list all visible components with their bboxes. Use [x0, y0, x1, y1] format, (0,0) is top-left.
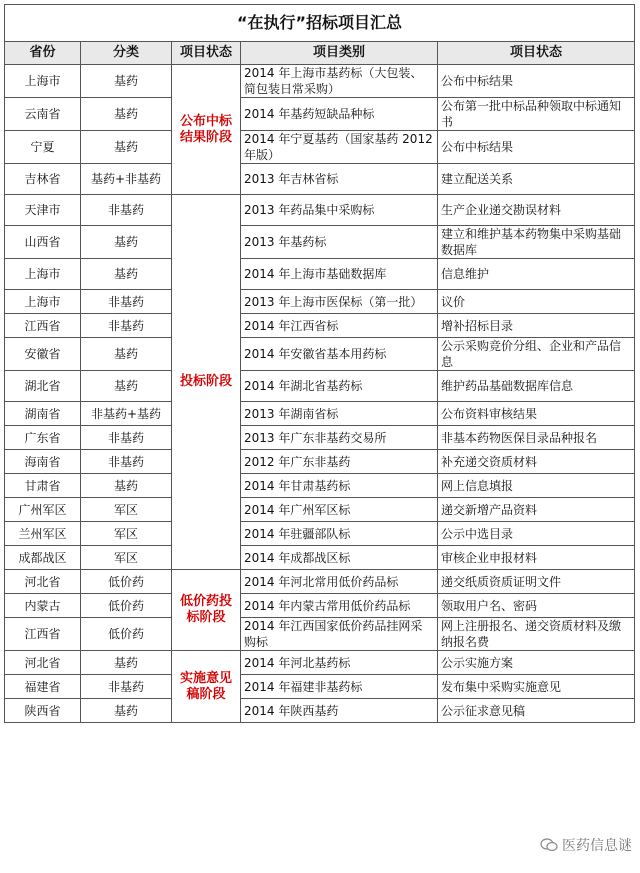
- progress-status-cell: 维护药品基础数据库信息: [438, 371, 635, 402]
- progress-status-cell: 公示采购竞价分组、企业和产品信息: [438, 338, 635, 371]
- progress-status-cell: 公布资料审核结果: [438, 402, 635, 426]
- category-cell: 非基药: [81, 314, 172, 338]
- stage-cell: 低价药投标阶段: [172, 570, 241, 651]
- category-cell: 非基药: [81, 450, 172, 474]
- project-type-cell: 2013 年广东非基药交易所: [241, 426, 438, 450]
- progress-status-cell: 领取用户名、密码: [438, 594, 635, 618]
- table-row: [5, 195, 635, 226]
- table-row: [5, 426, 635, 450]
- project-type-cell: 2013 年基药标: [241, 226, 438, 259]
- category-cell: 基药: [81, 371, 172, 402]
- table-row: [5, 570, 635, 594]
- progress-status-cell: 议价: [438, 290, 635, 314]
- category-cell: 低价药: [81, 594, 172, 618]
- progress-status-cell: 生产企业递交勘误材料: [438, 195, 635, 226]
- table-row: [5, 546, 635, 570]
- category-cell: 军区: [81, 546, 172, 570]
- stage-cell: 实施意见稿阶段: [172, 651, 241, 723]
- project-type-cell: 2014 年基药短缺品种标: [241, 98, 438, 131]
- header-province: 省份: [5, 42, 81, 65]
- progress-status-cell: 网上信息填报: [438, 474, 635, 498]
- table-row: [5, 618, 635, 651]
- stage-cell: 公布中标结果阶段: [172, 65, 241, 195]
- table-row: [5, 338, 635, 371]
- project-type-cell: 2014 年广州军区标: [241, 498, 438, 522]
- table-row: [5, 522, 635, 546]
- province-cell: 天津市: [5, 195, 81, 226]
- project-type-cell: 2014 年甘肃基药标: [241, 474, 438, 498]
- progress-status-cell: 公示征求意见稿: [438, 699, 635, 723]
- project-type-cell: 2014 年江西省标: [241, 314, 438, 338]
- province-cell: 湖南省: [5, 402, 81, 426]
- province-cell: 江西省: [5, 618, 81, 651]
- category-cell: 基药: [81, 699, 172, 723]
- progress-status-cell: 递交纸质资质证明文件: [438, 570, 635, 594]
- table-row: [5, 371, 635, 402]
- project-type-cell: 2014 年陕西基药: [241, 699, 438, 723]
- project-type-cell: 2012 年广东非基药: [241, 450, 438, 474]
- project-type-cell: 2014 年河北基药标: [241, 651, 438, 675]
- province-cell: 甘肃省: [5, 474, 81, 498]
- table-row: [5, 498, 635, 522]
- progress-status-cell: 公示中选目录: [438, 522, 635, 546]
- project-type-cell: 2014 年成都战区标: [241, 546, 438, 570]
- progress-status-cell: 审核企业申报材料: [438, 546, 635, 570]
- progress-status-cell: 建立配送关系: [438, 164, 635, 195]
- category-cell: 非基药: [81, 195, 172, 226]
- province-cell: 上海市: [5, 65, 81, 98]
- table-row: [5, 402, 635, 426]
- header-project-status: 项目状态: [172, 42, 241, 65]
- progress-status-cell: 公布中标结果: [438, 131, 635, 164]
- province-cell: 吉林省: [5, 164, 81, 195]
- table-row: [5, 594, 635, 618]
- project-type-cell: 2014 年福建非基药标: [241, 675, 438, 699]
- province-cell: 陕西省: [5, 699, 81, 723]
- tender-table: [4, 4, 635, 723]
- table-title: “在执行”招标项目汇总: [5, 5, 635, 42]
- category-cell: 基药+非基药: [81, 164, 172, 195]
- province-cell: 河北省: [5, 651, 81, 675]
- province-cell: 云南省: [5, 98, 81, 131]
- table-row: [5, 131, 635, 164]
- table-row: [5, 450, 635, 474]
- table-row: [5, 699, 635, 723]
- category-cell: 基药: [81, 474, 172, 498]
- progress-status-cell: 递交新增产品资料: [438, 498, 635, 522]
- table-row: [5, 474, 635, 498]
- progress-status-cell: 发布集中采购实施意见: [438, 675, 635, 699]
- project-type-cell: 2013 年上海市医保标（第一批）: [241, 290, 438, 314]
- project-type-cell: 2014 年驻疆部队标: [241, 522, 438, 546]
- category-cell: 非基药: [81, 290, 172, 314]
- stage-cell: 投标阶段: [172, 195, 241, 570]
- province-cell: 内蒙古: [5, 594, 81, 618]
- table-row: [5, 675, 635, 699]
- progress-status-cell: 网上注册报名、递交资质材料及缴纳报名费: [438, 618, 635, 651]
- project-type-cell: 2014 年江西国家低价药品挂网采购标: [241, 618, 438, 651]
- table-row: [5, 164, 635, 195]
- category-cell: 基药: [81, 226, 172, 259]
- province-cell: 海南省: [5, 450, 81, 474]
- province-cell: 兰州军区: [5, 522, 81, 546]
- header-project-type: 项目类别: [241, 42, 438, 65]
- province-cell: 江西省: [5, 314, 81, 338]
- category-cell: 基药: [81, 338, 172, 371]
- category-cell: 基药: [81, 65, 172, 98]
- province-cell: 上海市: [5, 290, 81, 314]
- category-cell: 军区: [81, 498, 172, 522]
- table-row: [5, 314, 635, 338]
- table-row: [5, 290, 635, 314]
- province-cell: 宁夏: [5, 131, 81, 164]
- province-cell: 山西省: [5, 226, 81, 259]
- category-cell: 非基药: [81, 426, 172, 450]
- progress-status-cell: 增补招标目录: [438, 314, 635, 338]
- province-cell: 福建省: [5, 675, 81, 699]
- category-cell: 基药: [81, 98, 172, 131]
- project-type-cell: 2014 年河北常用低价药品标: [241, 570, 438, 594]
- project-type-cell: 2013 年药品集中采购标: [241, 195, 438, 226]
- progress-status-cell: 信息维护: [438, 259, 635, 290]
- category-cell: 非基药: [81, 675, 172, 699]
- table-row: [5, 65, 635, 98]
- table-row: [5, 259, 635, 290]
- progress-status-cell: 补充递交资质材料: [438, 450, 635, 474]
- province-cell: 广东省: [5, 426, 81, 450]
- project-type-cell: 2014 年上海市基础数据库: [241, 259, 438, 290]
- category-cell: 低价药: [81, 618, 172, 651]
- progress-status-cell: 公布中标结果: [438, 65, 635, 98]
- watermark-text: 医药信息谜: [562, 838, 632, 854]
- wechat-icon: [540, 838, 558, 852]
- project-type-cell: 2014 年宁夏基药（国家基药 2012 年版）: [241, 131, 438, 164]
- progress-status-cell: 公示实施方案: [438, 651, 635, 675]
- project-type-cell: 2013 年湖南省标: [241, 402, 438, 426]
- province-cell: 广州军区: [5, 498, 81, 522]
- category-cell: 基药: [81, 651, 172, 675]
- project-type-cell: 2014 年上海市基药标（大包装、简包装日常采购）: [241, 65, 438, 98]
- project-type-cell: 2014 年内蒙古常用低价药品标: [241, 594, 438, 618]
- header-progress-status: 项目状态: [438, 42, 635, 65]
- watermark: [540, 835, 632, 855]
- header-category: 分类: [81, 42, 172, 65]
- province-cell: 河北省: [5, 570, 81, 594]
- province-cell: 上海市: [5, 259, 81, 290]
- province-cell: 成都战区: [5, 546, 81, 570]
- category-cell: 非基药+基药: [81, 402, 172, 426]
- progress-status-cell: 公布第一批中标品种领取中标通知书: [438, 98, 635, 131]
- table-row: [5, 651, 635, 675]
- project-type-cell: 2013 年吉林省标: [241, 164, 438, 195]
- progress-status-cell: 非基本药物医保目录品种报名: [438, 426, 635, 450]
- table-row: [5, 98, 635, 131]
- progress-status-cell: 建立和维护基本药物集中采购基础数据库: [438, 226, 635, 259]
- province-cell: 安徽省: [5, 338, 81, 371]
- province-cell: 湖北省: [5, 371, 81, 402]
- category-cell: 基药: [81, 131, 172, 164]
- table-row: [5, 226, 635, 259]
- project-type-cell: 2014 年安徽省基本用药标: [241, 338, 438, 371]
- category-cell: 低价药: [81, 570, 172, 594]
- category-cell: 军区: [81, 522, 172, 546]
- category-cell: 基药: [81, 259, 172, 290]
- project-type-cell: 2014 年湖北省基药标: [241, 371, 438, 402]
